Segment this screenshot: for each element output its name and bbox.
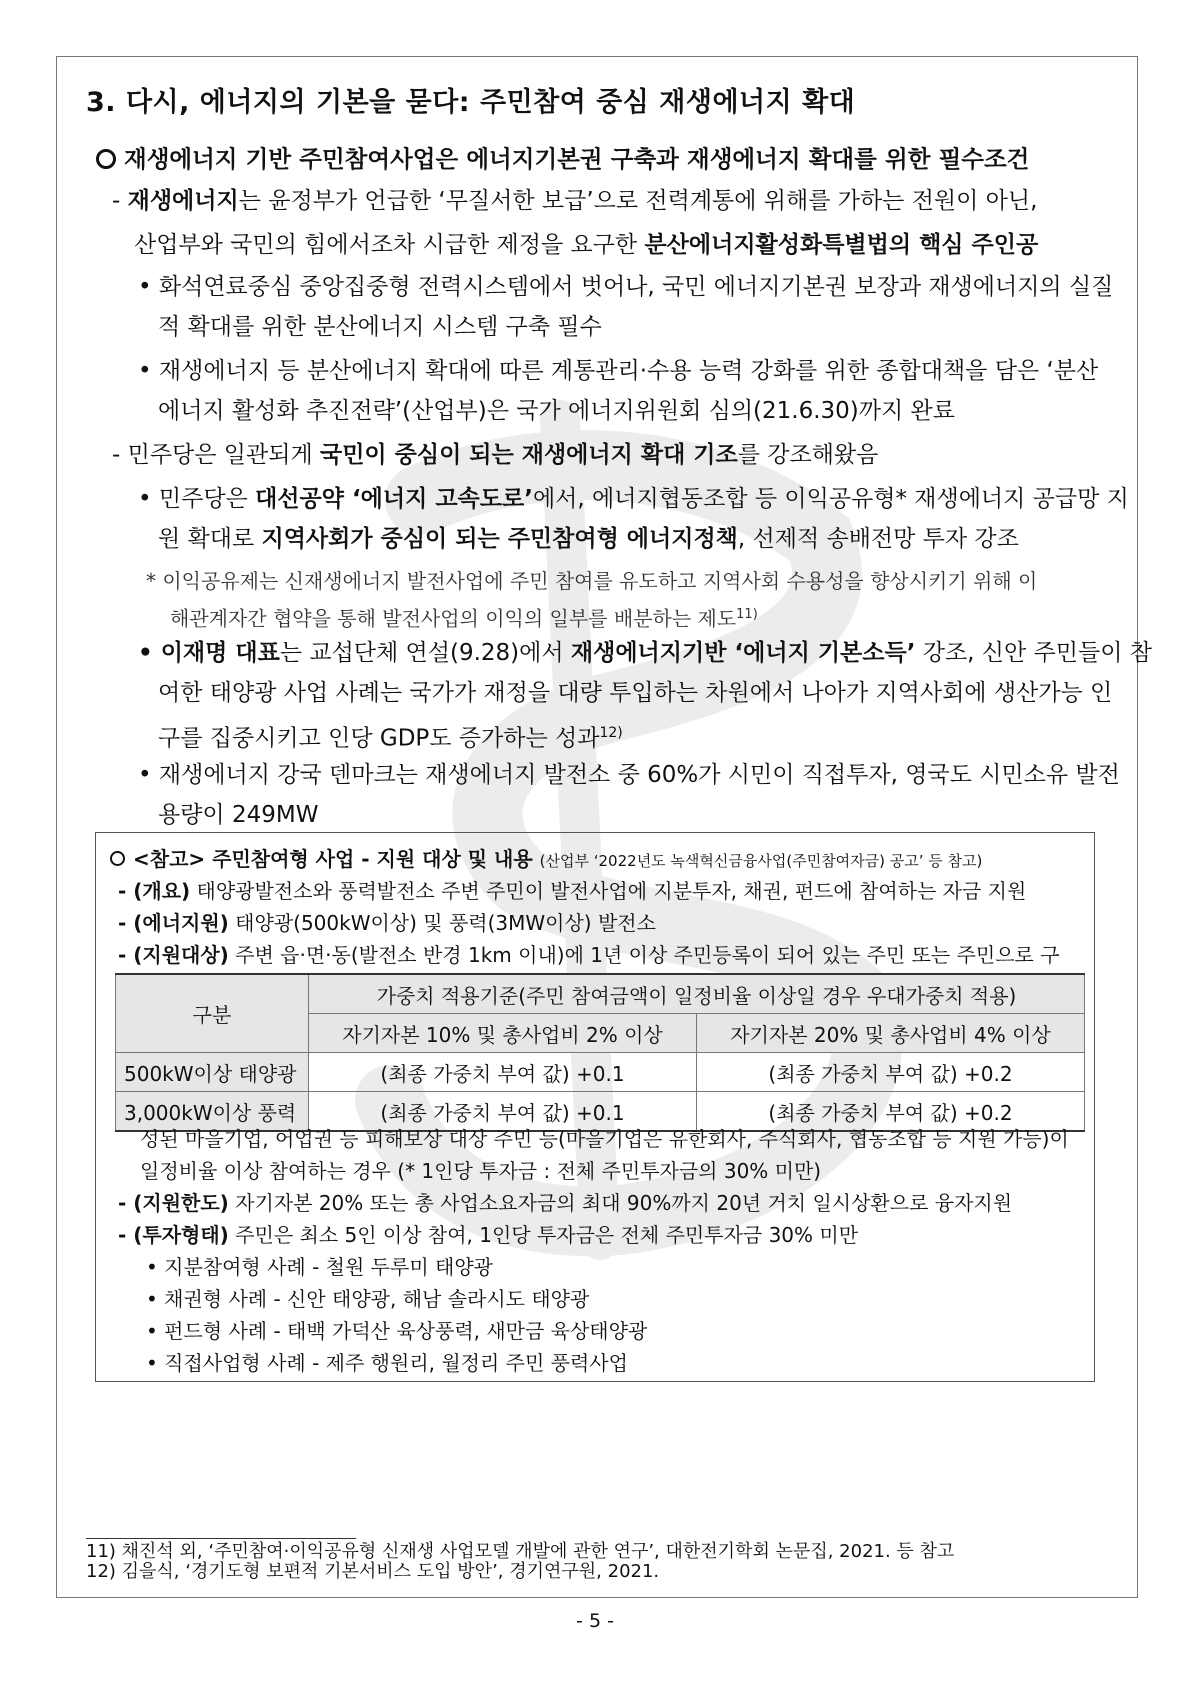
table-row [116, 1053, 1085, 1092]
paragraph-2: - 민주당은 일관되게 국민이 중심이 되는 재생에너지 확대 기조를 강조해왔음 [112, 442, 879, 468]
section-title: 3. 다시, 에너지의 기본을 묻다: 주민참여 중심 재생에너지 확대 [86, 87, 856, 118]
bullet-1: • 화석연료중심 중앙집중형 전력시스템에서 벗어나, 국민 에너지기본권 보장과 재생에너지의 실질 [138, 274, 1114, 300]
bullet-5-cont: 용량이 249MW [158, 802, 319, 828]
heading-main-point: 재생에너지 기반 주민참여사업은 에너지기본권 구축과 재생에너지 확대를 위한 필수조건 [96, 144, 1029, 174]
table-header-group: 가중치 적용기준(주민 참여금액이 일정비율 이상일 경우 우대가중치 적용) [309, 974, 1085, 1014]
table-header-sub2: 자기자본 20% 및 총사업비 4% 이상 [697, 1014, 1085, 1053]
row-label: 3,000kW이상 풍력 [116, 1092, 309, 1132]
bullet-5: • 재생에너지 강국 덴마크는 재생에너지 발전소 중 60%가 시민이 직접투자, 영국도 시민소유 발전 [138, 762, 1120, 788]
bullet-2-cont: 에너지 활성화 추진전략’(산업부)은 국가 에너지위원회 심의(21.6.30)까지 완료 [158, 398, 955, 424]
row-label: 500kW이상 태양광 [116, 1053, 309, 1092]
hollow-circle-icon [110, 851, 125, 866]
bullet-3: • 민주당은 대선공약 ‘에너지 고속도로’에서, 에너지협동조합 등 이익공유형* 재생에너지 공급망 지 [138, 486, 1129, 512]
ref-item-support-limit: - (지원한도) 자기자본 20% 또는 총 사업소요자금의 최대 90%까지 20년 거치 일시상환으로 융자지원 [118, 1191, 1013, 1215]
bullet-2: • 재생에너지 등 분산에너지 확대에 따른 계통관리·수용 능력 강화를 위한 종합대책을 담은 ‘분산 [138, 358, 1099, 384]
reference-box-title: <참고> 주민참여형 사업 - 지원 대상 및 내용 (산업부 ‘2022년도 녹색혁신금융사업(주민참여자금) 공고’ 등 참고) [110, 846, 982, 874]
page-number: - 5 - [576, 1610, 614, 1632]
bullet-1-cont: 적 확대를 위한 분산에너지 시스템 구축 필수 [158, 314, 602, 340]
bullet-4-cont2: 구를 집중시키고 인당 GDP도 증가하는 성과$^{12)}$ [158, 725, 623, 752]
table-header-sub1: 자기자본 10% 및 총사업비 2% 이상 [309, 1014, 697, 1053]
example-fund: • 펀드형 사례 - 태백 가덕산 육상풍력, 새만금 육상태양광 [146, 1319, 648, 1343]
ref-item-energy-source: - (에너지원) 태양광(500kW이상) 및 풍력(3MW이상) 발전소 [118, 911, 656, 935]
ref-item-eligibility: - (지원대상) 주변 읍·면·동(발전소 반경 1km 이내)에 1년 이상 주민등록이 되어 있는 주민 또는 주민으로 구 [118, 943, 1060, 967]
note-profit-sharing: * 이익공유제는 신재생에너지 발전사업에 주민 참여를 유도하고 지역사회 수용성을 향상시키기 위해 이 [146, 569, 1038, 593]
paragraph-1-cont: 산업부와 국민의 힘에서조차 시급한 제정을 요구한 분산에너지활성화특별법의 핵심 주인공 [134, 232, 1039, 258]
footnote-rule [86, 1538, 356, 1539]
footnote-11: 11) 채진석 외, ‘주민참여·이익공유형 신재생 사업모델 개발에 관한 연구’, 대한전기학회 논문집, 2021. 등 참고 [86, 1541, 955, 1562]
bullet-4: • 이재명 대표는 교섭단체 연설(9.28)에서 재생에너지기반 ‘에너지 기본소득’ 강조, 신안 주민들이 참 [138, 640, 1152, 666]
hollow-circle-icon [96, 149, 116, 169]
example-equity: • 지분참여형 사례 - 철원 두루미 태양광 [146, 1255, 493, 1279]
cell-value: (최종 가중치 부여 값) +0.2 [697, 1053, 1085, 1092]
paragraph-1: - 재생에너지는 윤정부가 언급한 ‘무질서한 보급’으로 전력계통에 위해를 가하는 전원이 아닌, [112, 188, 1038, 214]
footnote-12: 12) 김을식, ‘경기도형 보편적 기본서비스 도입 방안’, 경기연구원, 2021. [86, 1561, 660, 1582]
bullet-4-cont: 여한 태양광 사업 사례는 국가가 재정을 대량 투입하는 차원에서 나아가 지역사회에 생산가능 인 [158, 680, 1113, 706]
cell-value: (최종 가중치 부여 값) +0.1 [309, 1053, 697, 1092]
table-header-category: 구분 [116, 974, 309, 1053]
example-bond: • 채권형 사례 - 신안 태양광, 해남 솔라시도 태양광 [146, 1287, 590, 1311]
eligibility-cont-2: 일정비율 이상 참여하는 경우 (* 1인당 투자금 : 전체 주민투자금의 30% 미만) [140, 1159, 822, 1183]
bullet-3-cont: 원 확대로 지역사회가 중심이 되는 주민참여형 에너지정책, 선제적 송배전망 투자 강조 [158, 526, 1019, 552]
ref-item-overview: - (개요) 태양광발전소와 풍력발전소 주변 주민이 발전사업에 지분투자, 채권, 펀드에 참여하는 자금 지원 [118, 879, 1027, 903]
weight-criteria-table [115, 973, 1085, 1132]
ref-item-investment-type: - (투자형태) 주민은 최소 5인 이상 참여, 1인당 투자금은 전체 주민투자금 30% 미만 [118, 1223, 859, 1247]
note-profit-sharing-cont: 해관계자간 협약을 통해 발전사업의 이익의 일부를 배분하는 제도$^{11)}$ [170, 606, 758, 631]
eligibility-cont-1: 성된 마을기업, 어업권 등 피해보상 대상 주민 등(마을기업은 유한회사, 주식회사, 협동조합 등 지원 가능)이 [140, 1127, 1069, 1151]
cell-value: (최종 가중치 부여 값) +0.2 [697, 1092, 1085, 1132]
cell-value: (최종 가중치 부여 값) +0.1 [309, 1092, 697, 1132]
example-direct: • 직접사업형 사례 - 제주 행원리, 월정리 주민 풍력사업 [146, 1351, 628, 1375]
